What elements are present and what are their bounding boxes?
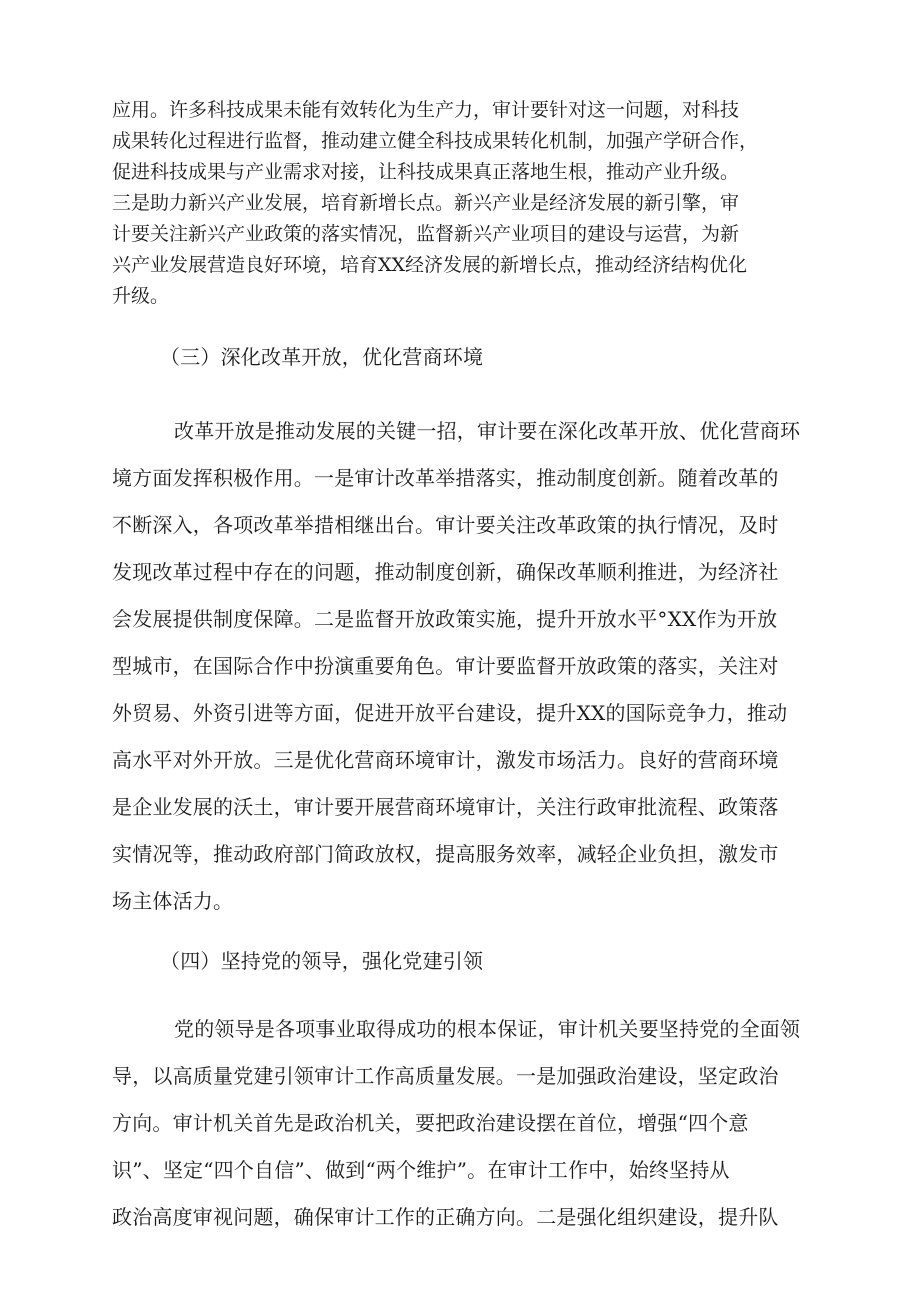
paragraph-2-line: 外贸易、外资引进等方面，促进开放平台建设，提升XX的国际竞争力，推动 (112, 701, 788, 725)
paragraph-1-line: 三是助力新兴产业发展，培育新增长点。新兴产业是经济发展的新引擎，审 (112, 192, 740, 214)
paragraph-3-line: 识”、坚定“四个自信”、做到“两个维护”。在审计工作中，始终坚持从 (112, 1158, 730, 1182)
paragraph-3-line: 政治高度审视问题，确保审计工作的正确方向。二是强化组织建设，提升队 (112, 1205, 779, 1229)
paragraph-2-line: 改革开放是推动发展的关键一招，审计要在深化改革开放、优化营商环 (174, 419, 801, 443)
paragraph-1-line: 成果转化过程进行监督，推动建立健全科技成果转化机制，加强产学研合作， (112, 130, 759, 152)
section-heading-4: （四）坚持党的领导，强化党建引领 (160, 949, 484, 973)
paragraph-2-line: 发现改革过程中存在的问题，推动制度创新，确保改革顺利推进，为经济社 (112, 560, 779, 584)
paragraph-1-line: 促进科技成果与产业需求对接，让科技成果真正落地生根，推动产业升级。 (112, 161, 740, 183)
paragraph-3-line: 导，以高质量党建引领审计工作高质量发展。一是加强政治建设，坚定政治 (112, 1064, 779, 1088)
paragraph-1-line: 应用。许多科技成果未能有效转化为生产力，审计要针对这一问题，对科技 (112, 99, 740, 121)
paragraph-2-line: 高水平对外开放。三是优化营商环境审计，激发市场活力。良好的营商环境 (112, 748, 779, 772)
paragraph-2-line: 是企业发展的沃土，审计要开展营商环境审计，关注行政审批流程、政策落 (112, 795, 779, 819)
paragraph-1-line: 升级。 (112, 285, 170, 307)
paragraph-2-line: 实情况等，推动政府部门简政放权，提高服务效率，减轻企业负担，激发市 (112, 842, 779, 866)
paragraph-2-line: 型城市，在国际合作中扮演重要角色。审计要监督开放政策的落实，关注对 (112, 654, 779, 678)
paragraph-2-line: 境方面发挥积极作用。一是审计改革举措落实，推动制度创新。随着改革的 (112, 466, 779, 490)
paragraph-2-line: 不断深入，各项改革举措相继出台。审计要关注改革政策的执行情况，及时 (112, 513, 779, 537)
paragraph-3-line: 方向。审计机关首先是政治机关，要把政治建设摆在首位，增强“四个意 (112, 1111, 749, 1135)
paragraph-1-line: 兴产业发展营造良好环境，培育XX经济发展的新增长点，推动经济结构优化 (112, 254, 748, 276)
paragraph-3-line: 党的领导是各项事业取得成功的根本保证，审计机关要坚持党的全面领 (174, 1017, 801, 1041)
paragraph-1-line: 计要关注新兴产业政策的落实情况，监督新兴产业项目的建设与运营，为新 (112, 223, 740, 245)
section-heading-3: （三）深化改革开放，优化营商环境 (160, 345, 484, 369)
paragraph-2-line: 场主体活力。 (112, 889, 234, 913)
paragraph-2-line: 会发展提供制度保障。二是监督开放政策实施，提升开放水平°XX作为开放 (112, 607, 778, 631)
